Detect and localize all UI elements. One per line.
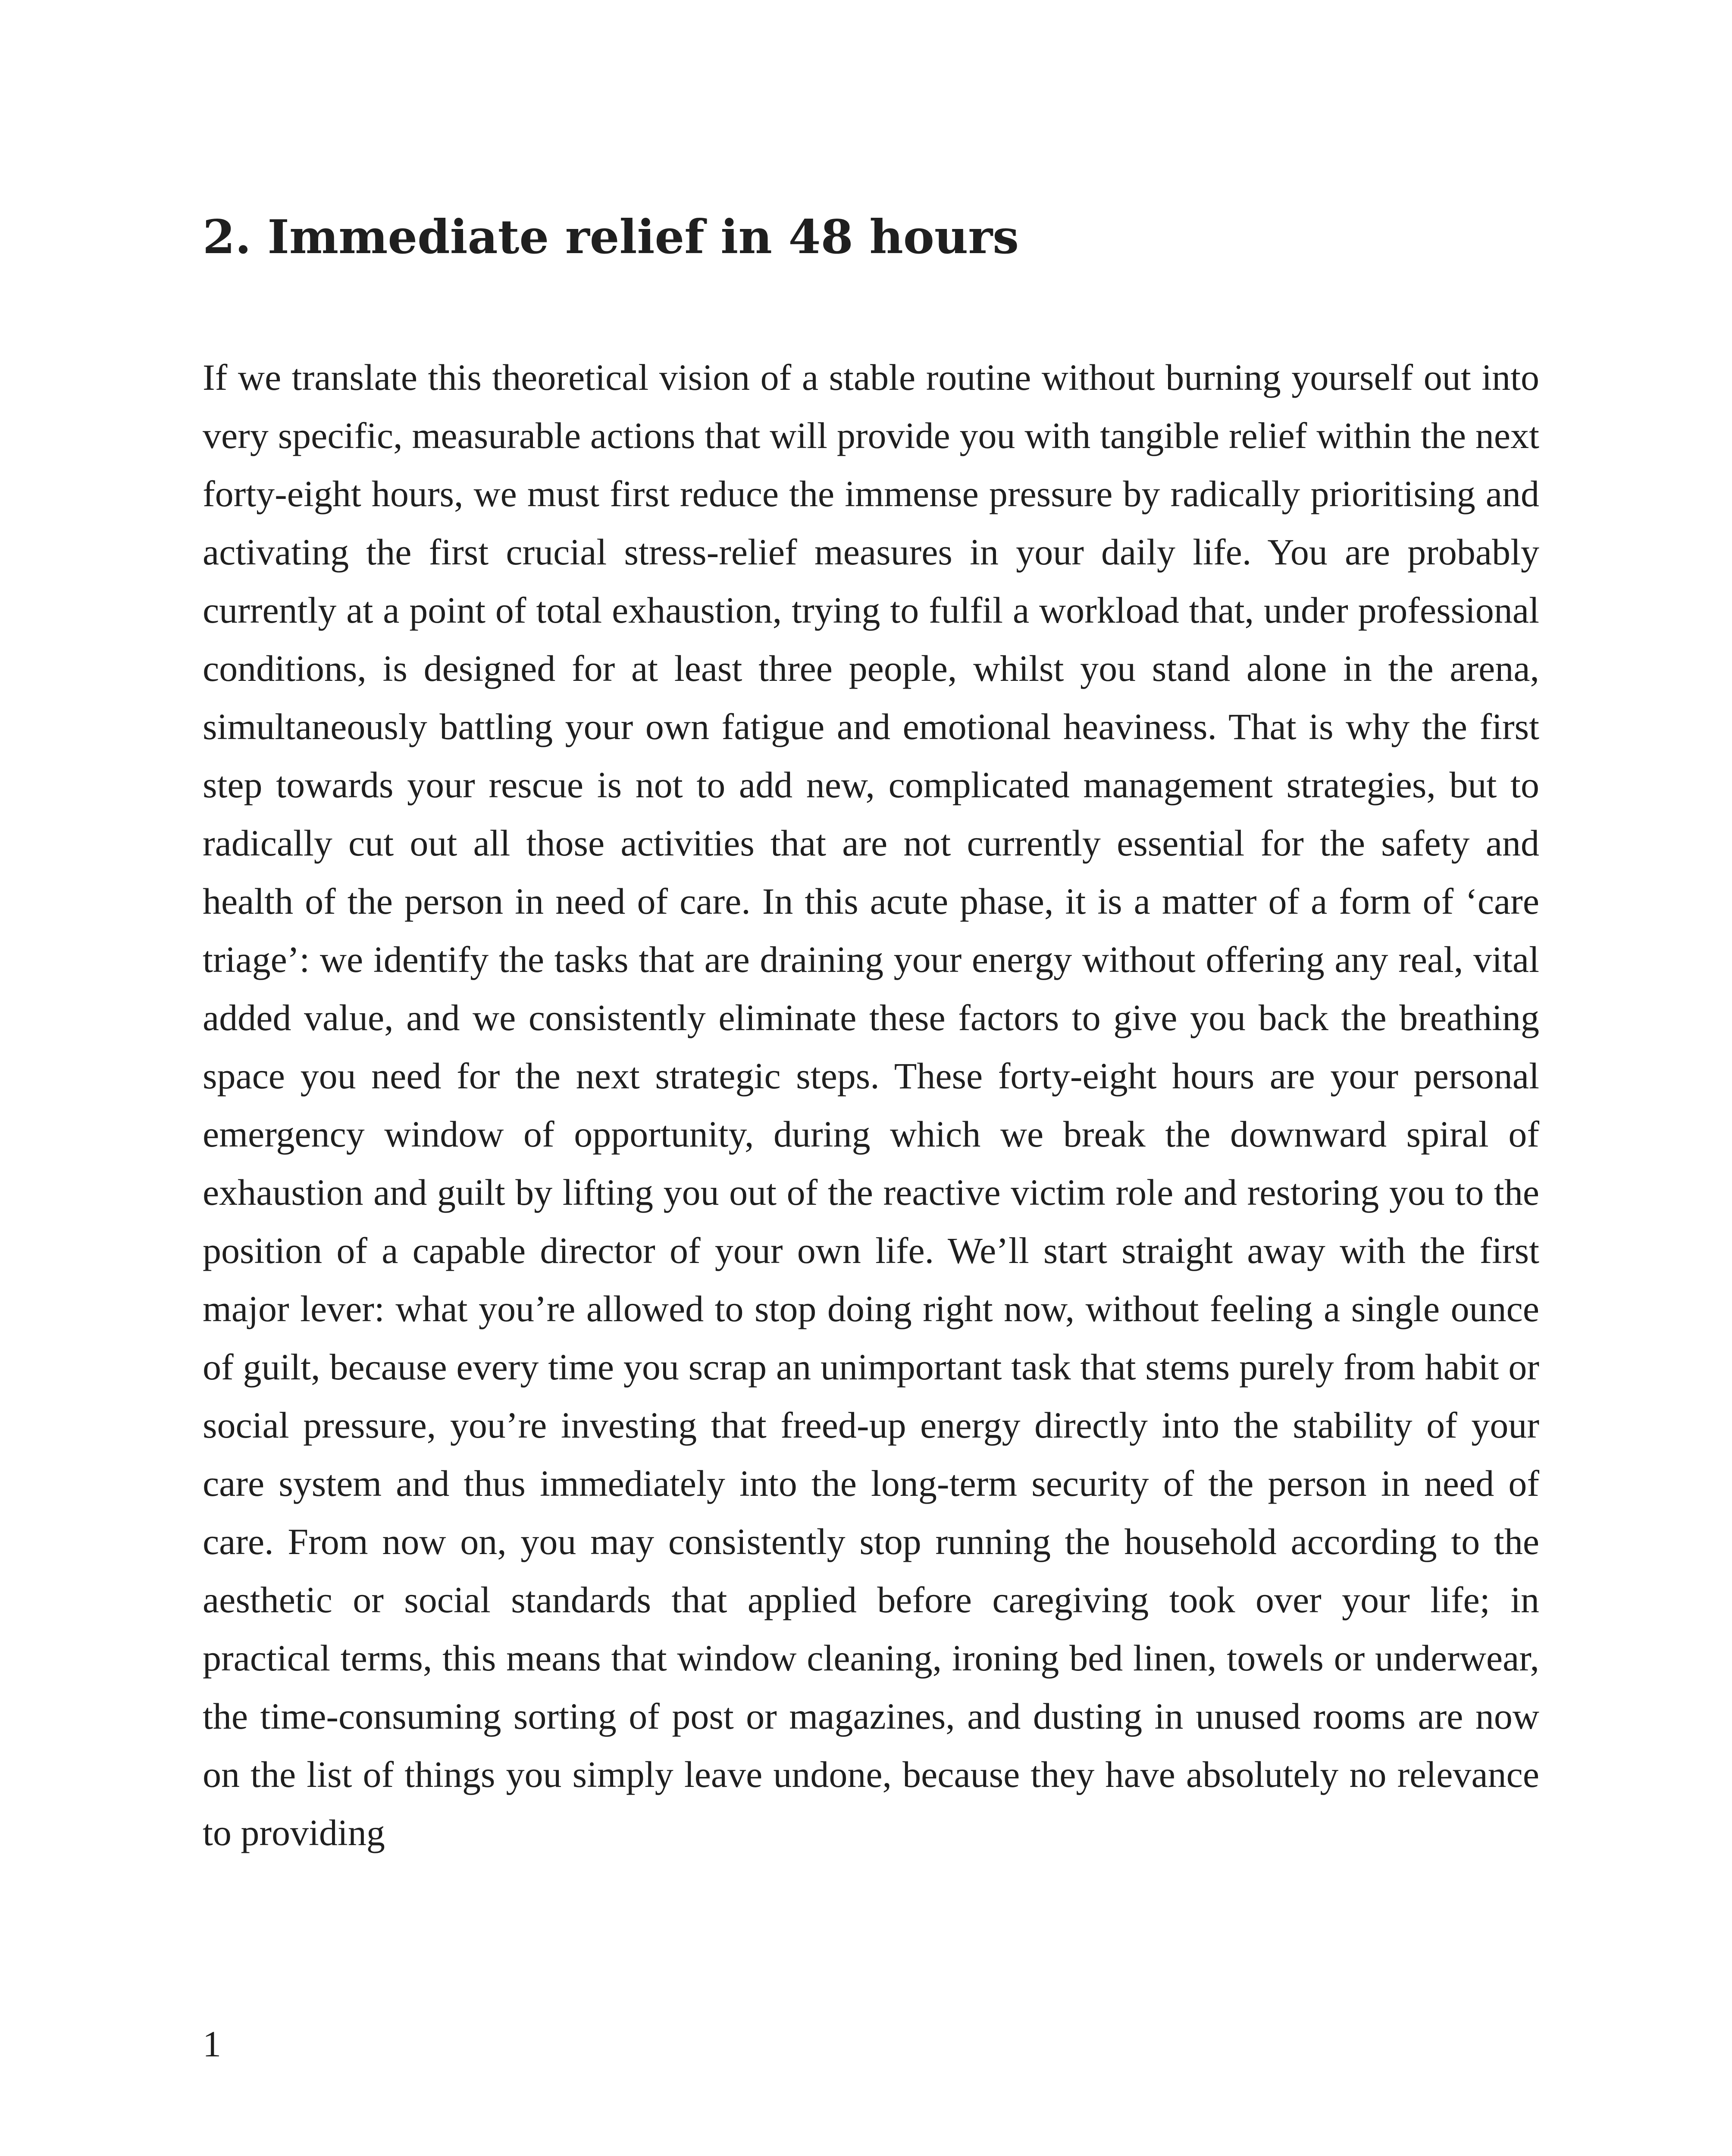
body-paragraph: If we translate this theoretical vision of a stable routine without burning yourself out into very specific, measurable actions that will provide you with tangible relief within the next forty-eight hours, we must first reduce the immense pressure by radically prioritising and activating the first crucial stress-relief measures in your daily life. You are probably currently at a point of total exhaustion, trying to fulfil a workload that, under professional conditions, is designed for at least three people, whilst you stand alone in the arena, simultaneously battling your own fatigue and emotional heaviness. That is why the first step towards your rescue is not to add new, complicated management strategies, but to radically cut out all those activities that are not currently essential for the safety and health of the person in need of care. In this acute phase, it is a matter of a form of ‘care triage’: we identify the tasks that are draining your energy without offering any real, vital added value, and we consistently eliminate these factors to give you back the breathing space you need for the next strategic steps. These forty-eight hours are your personal emergency window of opportunity, during which we break the downward spiral of exhaustion and guilt by lifting you out of the reactive victim role and restoring you to the position of a capable director of your own life. We’ll start straight away with the first major lever: what you’re allowed to stop doing right now, without feeling a single ounce of guilt, because every time you scrap an unimportant task that stems purely from habit or social pressure, you’re investing that freed-up energy directly into the stability of your care system and thus immediately into the long-term security of the person in need of care. From now on, you may consistently stop running the household according to the aesthetic or social standards that applied before caregiving took over your life; in practical terms, this means that window cleaning, ironing bed linen, towels or underwear, the time-consuming sorting of post or magazines, and dusting in unused rooms are now on the list of things you simply leave undone, because they have absolutely no relevance to providing (203, 357, 1539, 1853)
section-heading: 2. Immediate relief in 48 hours (203, 210, 1019, 264)
page-number: 1 (203, 2023, 221, 2065)
